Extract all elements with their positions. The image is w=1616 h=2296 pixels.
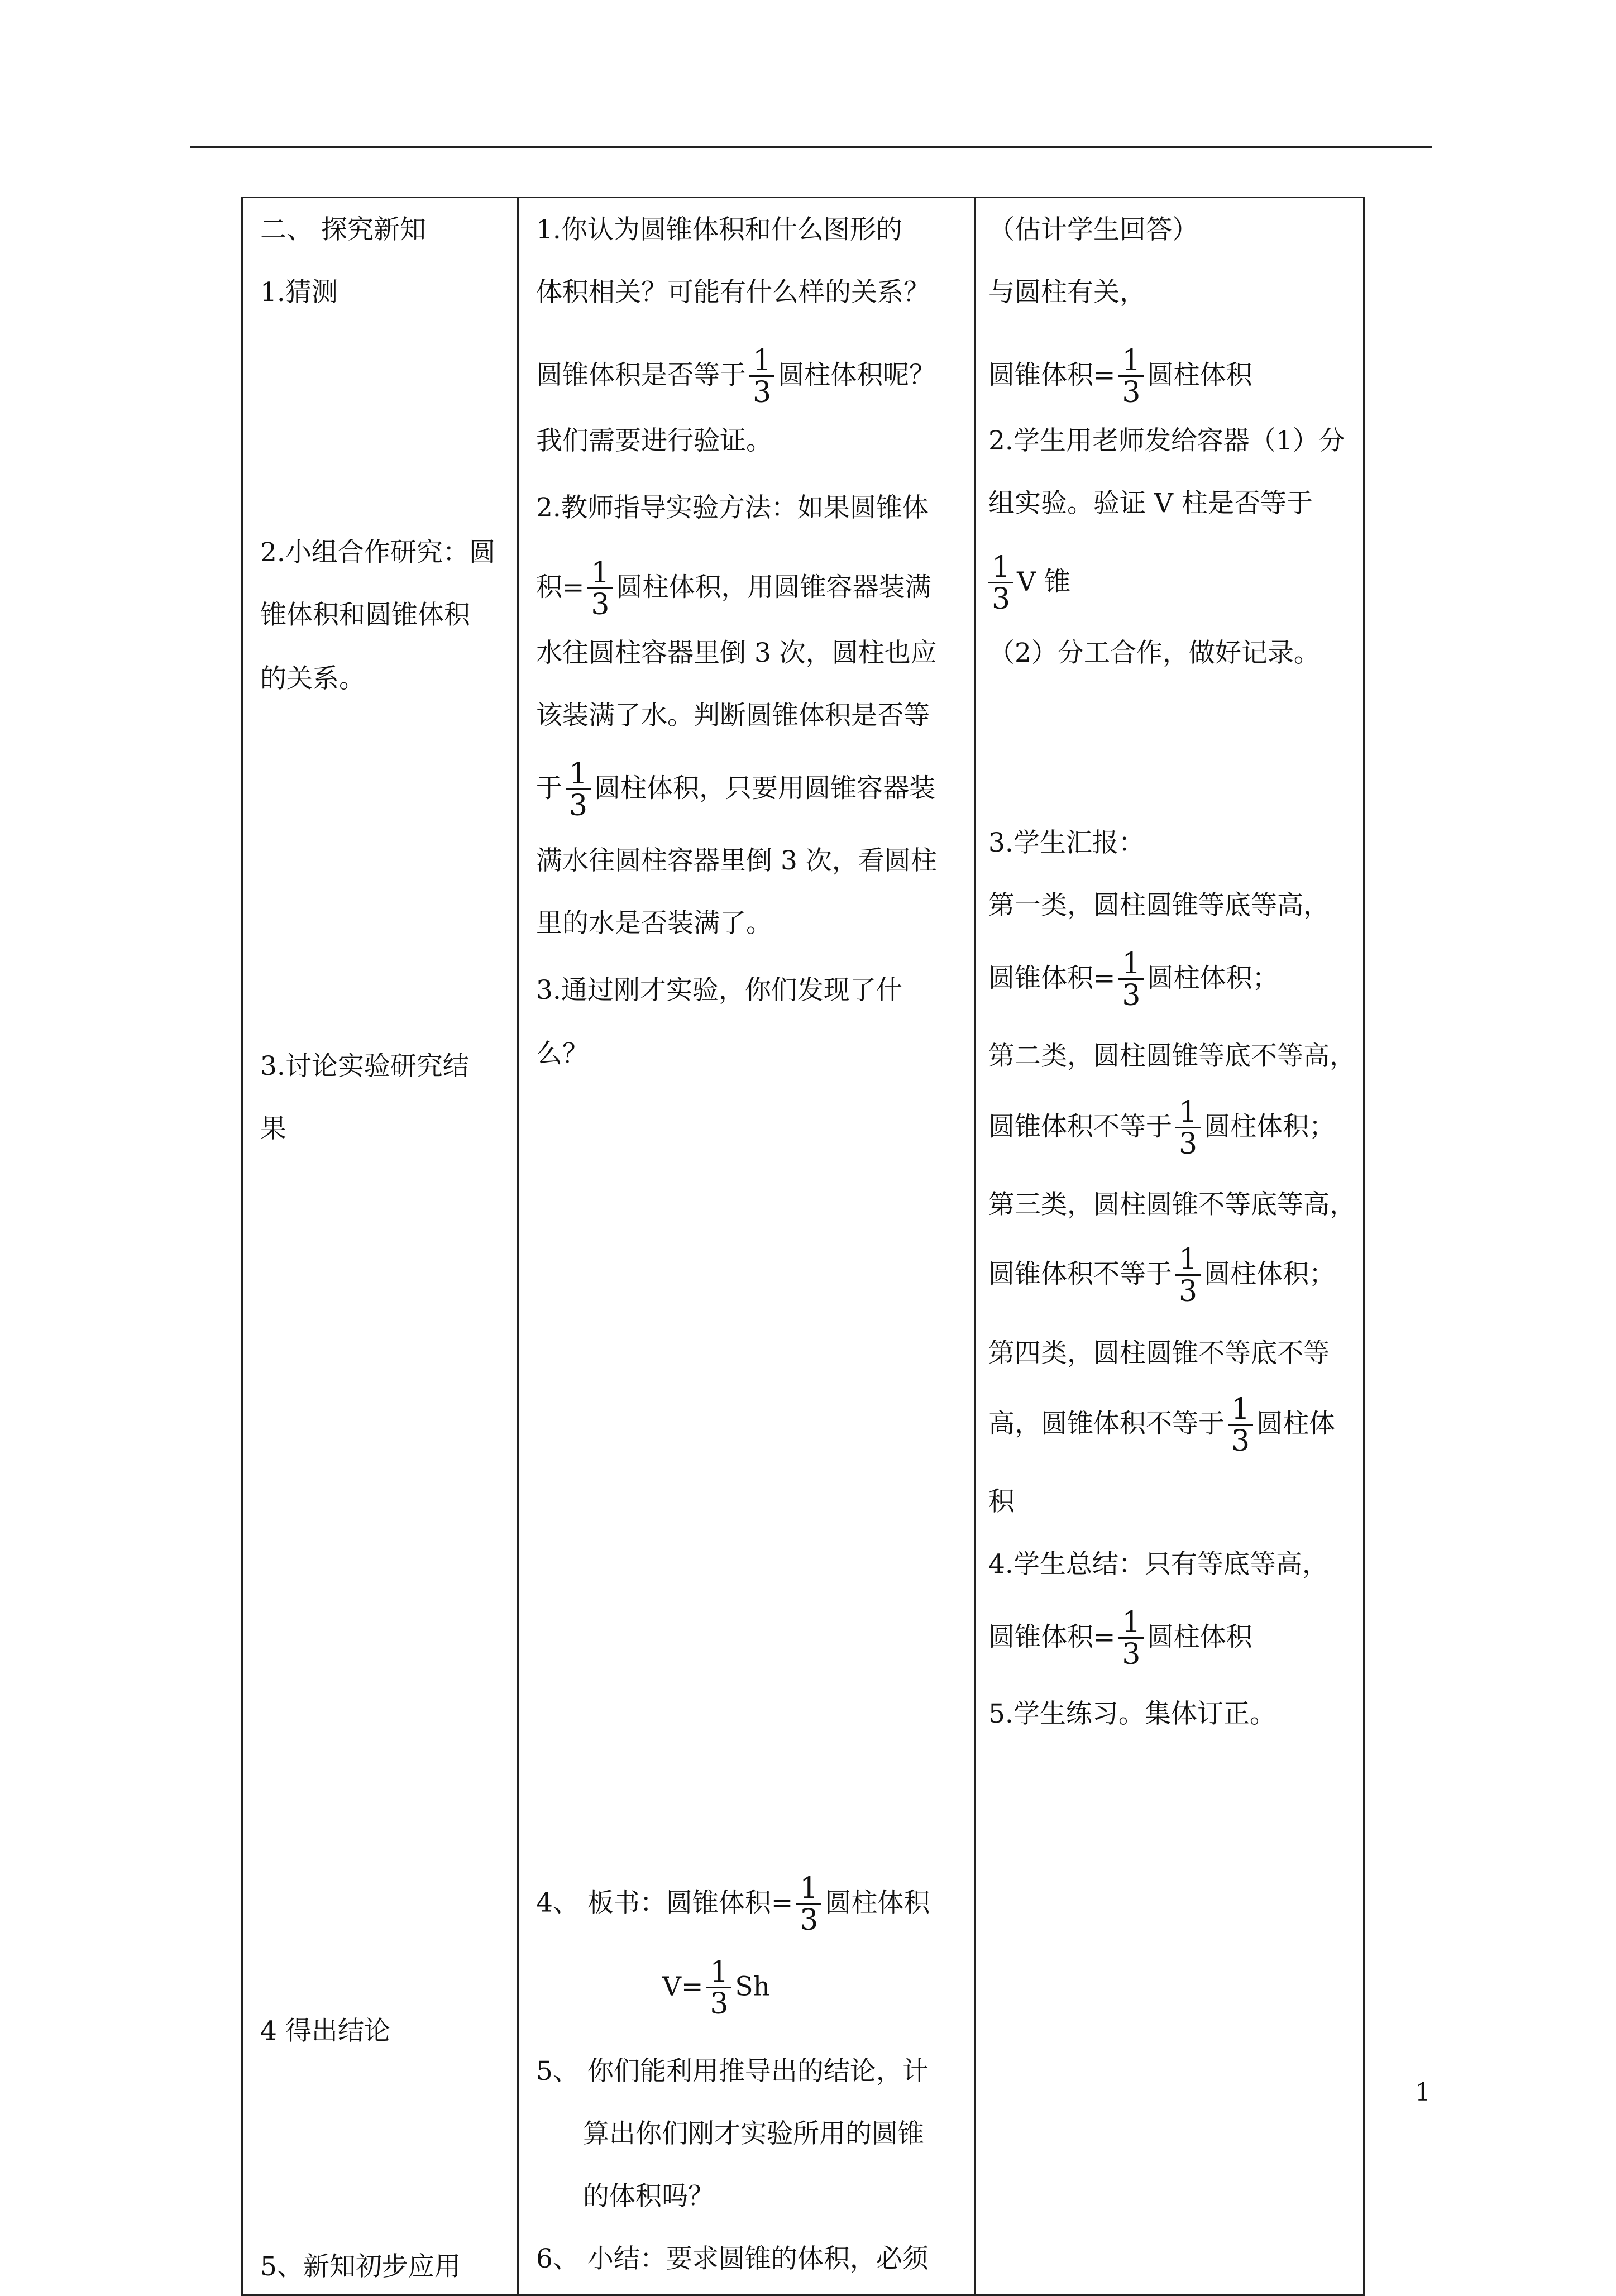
column-divider-2: [974, 197, 976, 2296]
fraction-one-third: $\frac{1}{3}$: [1228, 1395, 1253, 1457]
q3-line1: 3.通过刚才实验，你们发现了什: [536, 975, 902, 1006]
q1-line1: 1.你认为圆锥体积和什么图形的: [536, 214, 902, 245]
q2-line1: 2.教师指导实验方法：如果圆锥体: [536, 492, 929, 523]
r-case2: 第二类，圆柱圆锥等底不等高，: [988, 1041, 1356, 1072]
r-summary: 4.学生总结：只有等底等高，: [988, 1549, 1328, 1580]
fraction-one-third: $\frac{1}{3}$: [796, 1874, 821, 1936]
r-experiment-line2: 组实验。验证 V 柱是否等于: [988, 488, 1313, 519]
fraction-one-third: $\frac{1}{3}$: [706, 1958, 731, 2020]
r-case2-result: 圆锥体积不等于 $\frac{1}{3}$ 圆柱体积；: [988, 1096, 1336, 1161]
formula-volume: V= $\frac{1}{3}$ Sh: [662, 1955, 770, 2021]
page-number: 1: [1415, 2078, 1431, 2107]
q1-line2: 体积相关？可能有什么样的关系？: [536, 277, 930, 308]
q2-line7: 里的水是否装满了。: [536, 908, 772, 939]
fraction-one-third: $\frac{1}{3}$: [1175, 1245, 1201, 1307]
step-conclusion: 4 得出结论: [260, 2016, 390, 2046]
r-case4: 第四类，圆柱圆锥不等底不等: [988, 1338, 1330, 1369]
step-group-study-line2: 锥体积和圆锥体积: [260, 600, 470, 630]
fraction-one-third: $\frac{1}{3}$: [988, 553, 1013, 615]
r-report: 3.学生汇报：: [988, 827, 1145, 858]
q2-line4: 该装满了水。判断圆锥体积是否等: [536, 700, 930, 731]
r-formula1: 圆锥体积= $\frac{1}{3}$ 圆柱体积: [988, 344, 1252, 409]
r-case3-result: 圆锥体积不等于 $\frac{1}{3}$ 圆柱体积；: [988, 1243, 1336, 1308]
r-case1-result: 圆锥体积= $\frac{1}{3}$ 圆柱体积；: [988, 947, 1279, 1012]
fraction-one-third: $\frac{1}{3}$: [566, 759, 591, 821]
q5-line2: 算出你们刚才实验所用的圆锥: [583, 2118, 924, 2149]
q1-line4: 我们需要进行验证。: [536, 425, 772, 456]
column-divider-1: [517, 197, 519, 2296]
step-discuss-line1: 3.讨论实验研究结: [260, 1051, 469, 1082]
fraction-one-third: $\frac{1}{3}$: [1118, 346, 1144, 408]
r-summary-formula: 圆锥体积= $\frac{1}{3}$ 圆柱体积: [988, 1606, 1252, 1671]
r-case1: 第一类，圆柱圆锥等底等高，: [988, 890, 1330, 921]
fraction-one-third: $\frac{1}{3}$: [1118, 1608, 1144, 1670]
fraction-one-third: $\frac{1}{3}$: [1118, 949, 1144, 1011]
r-case4-end: 积: [988, 1486, 1015, 1517]
r-practice: 5.学生练习。集体订正。: [988, 1699, 1276, 1729]
r-case4-result: 高，圆锥体积不等于 $\frac{1}{3}$ 圆柱体: [988, 1393, 1336, 1458]
q5-line3: 的体积吗？: [583, 2181, 714, 2212]
step-group-study-line3: 的关系。: [260, 663, 365, 694]
r-case3: 第三类，圆柱圆锥不等底等高，: [988, 1189, 1356, 1220]
r-experiment-line3: $\frac{1}{3}$ V 锥: [988, 553, 1070, 615]
q4-board: 4、 板书：圆锥体积= $\frac{1}{3}$ 圆柱体积: [536, 1872, 930, 1937]
q3-line2: 么？: [536, 1039, 589, 1069]
step-discuss-line2: 果: [260, 1113, 286, 1144]
header-rule: [190, 146, 1432, 148]
r-teamwork: （2）分工合作，做好记录。: [988, 638, 1320, 668]
section-heading: 二、 探究新知: [260, 214, 426, 245]
fraction-one-third: $\frac{1}{3}$: [587, 558, 613, 620]
r-estimate: （估计学生回答）: [988, 214, 1198, 245]
step-group-study-line1: 2.小组合作研究：圆: [260, 537, 495, 568]
r-related: 与圆柱有关，: [988, 277, 1146, 308]
step-application: 5、新知初步应用: [260, 2251, 461, 2282]
r-experiment-line1: 2.学生用老师发给容器（1）分: [988, 425, 1345, 456]
q5-line1: 5、 你们能利用推导出的结论，计: [536, 2056, 929, 2087]
q2-line2: 积= $\frac{1}{3}$ 圆柱体积，用圆锥容器装满: [536, 556, 931, 621]
fraction-one-third: $\frac{1}{3}$: [1175, 1098, 1201, 1160]
q6-line1: 6、 小结：要求圆锥的体积，必须: [536, 2244, 929, 2274]
q1-line3: 圆锥体积是否等于 $\frac{1}{3}$ 圆柱体积呢？: [536, 344, 936, 409]
fraction-one-third: $\frac{1}{3}$: [749, 346, 774, 408]
q2-line5: 于 $\frac{1}{3}$ 圆柱体积，只要用圆锥容器装: [536, 757, 936, 822]
q2-line6: 满水往圆柱容器里倒 3 次，看圆柱: [536, 845, 937, 876]
q2-line3: 水往圆柱容器里倒 3 次，圆柱也应: [536, 638, 937, 668]
step-guess: 1.猜测: [260, 277, 338, 308]
